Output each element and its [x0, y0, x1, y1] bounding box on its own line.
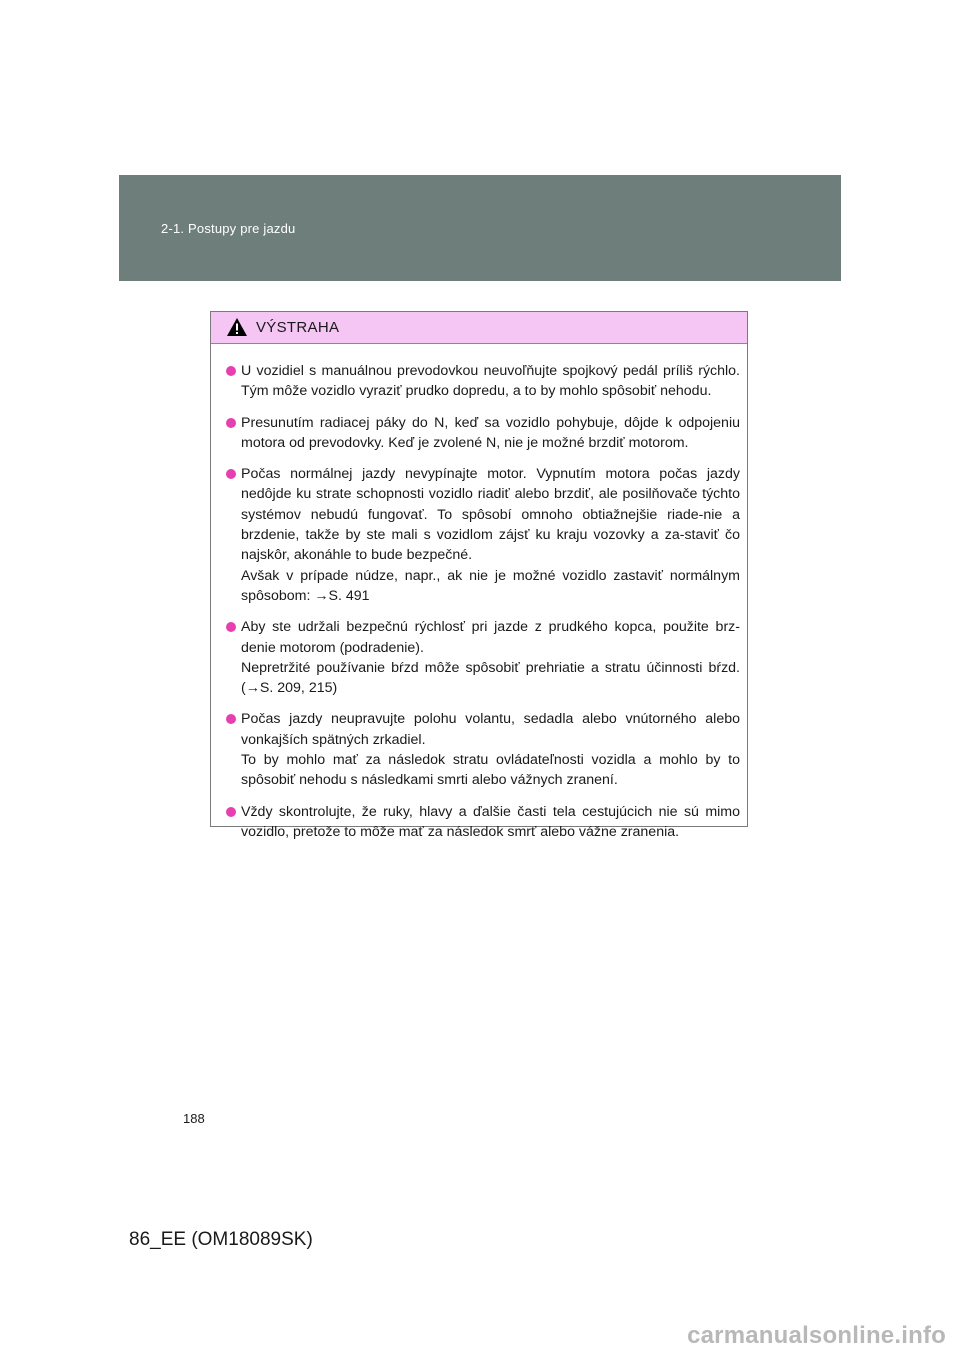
page-number: 188: [183, 1111, 205, 1126]
warning-paragraph: Počas normálnej jazdy nevypínajte motor. Vypnutím motora počas jazdy nedôjde ku strate schopnosti vozidlo riadiť alebo brzdiť, ale posilňovače týchto systémov nebudú fungovať. To spôsobí omnoho obtiažnejšie riade-nie a brzdenie, takže by ste mali s vozidlom zájsť ku kraju vozovky a za-staviť čo najskôr, akonáhle to bude bezpečné.: [241, 466, 740, 564]
warning-item: [226, 413, 740, 454]
section-title: 2-1. Postupy pre jazdu: [161, 221, 296, 236]
section-header-band: [119, 175, 841, 281]
watermark: carmanualsonline.info: [687, 1322, 946, 1349]
warning-item: [226, 361, 740, 402]
document-code: 86_EE (OM18089SK): [129, 1229, 313, 1250]
warning-triangle-icon: [226, 317, 248, 337]
bullet-icon: [226, 622, 236, 632]
bullet-icon: [226, 714, 236, 724]
bullet-icon: [226, 469, 236, 479]
warning-paragraph: U vozidiel s manuálnou prevodovkou neuvoľňujte spojkový pedál príliš rýchlo. Tým môže vozidlo vyraziť prudko dopredu, a to by mohlo spôsobiť nehodu.: [241, 363, 740, 400]
warning-item: [226, 709, 740, 790]
warning-item: [226, 617, 740, 698]
warning-paragraph: Nepretržité používanie bŕzd môže spôsobiť prehriatie a stratu účinnosti bŕzd. (→S. 209, 215): [241, 659, 740, 697]
warning-paragraph: Vždy skontrolujte, že ruky, hlavy a ďalšie časti tela cestujúcich nie sú mimo vozidlo, pretože to môže mať za následok smrť alebo vážne zranenia.: [241, 803, 740, 840]
warning-item: [226, 464, 740, 606]
warning-header: [211, 312, 747, 344]
bullet-icon: [226, 366, 236, 376]
warning-body: [211, 344, 747, 842]
warning-paragraph: Počas jazdy neupravujte polohu volantu, sedadla alebo vnútorného alebo vonkajších spätných zrkadiel.: [241, 711, 740, 748]
warning-item: [226, 802, 740, 843]
bullet-icon: [226, 418, 236, 428]
warning-box: [210, 311, 748, 840]
warning-paragraph: Avšak v prípade núdze, napr., ak nie je možné vozidlo zastaviť normálnym spôsobom: →S. 491: [241, 567, 740, 604]
warning-paragraph: Aby ste udržali bezpečnú rýchlosť pri jazde z prudkého kopca, použite brz-denie motorom (podradenie).: [241, 619, 740, 656]
bullet-icon: [226, 807, 236, 817]
warning-title: VÝSTRAHA: [256, 319, 340, 336]
warning-paragraph: Presunutím radiacej páky do N, keď sa vozidlo pohybuje, dôjde k odpojeniu motora od prevodovky. Keď je zvolené N, nie je možné brzdiť motorom.: [241, 414, 740, 451]
warning-paragraph: To by mohlo mať za následok stratu ovládateľnosti vozidla a mohlo by to spôsobiť nehodu s následkami smrti alebo vážnych zranení.: [241, 752, 740, 789]
